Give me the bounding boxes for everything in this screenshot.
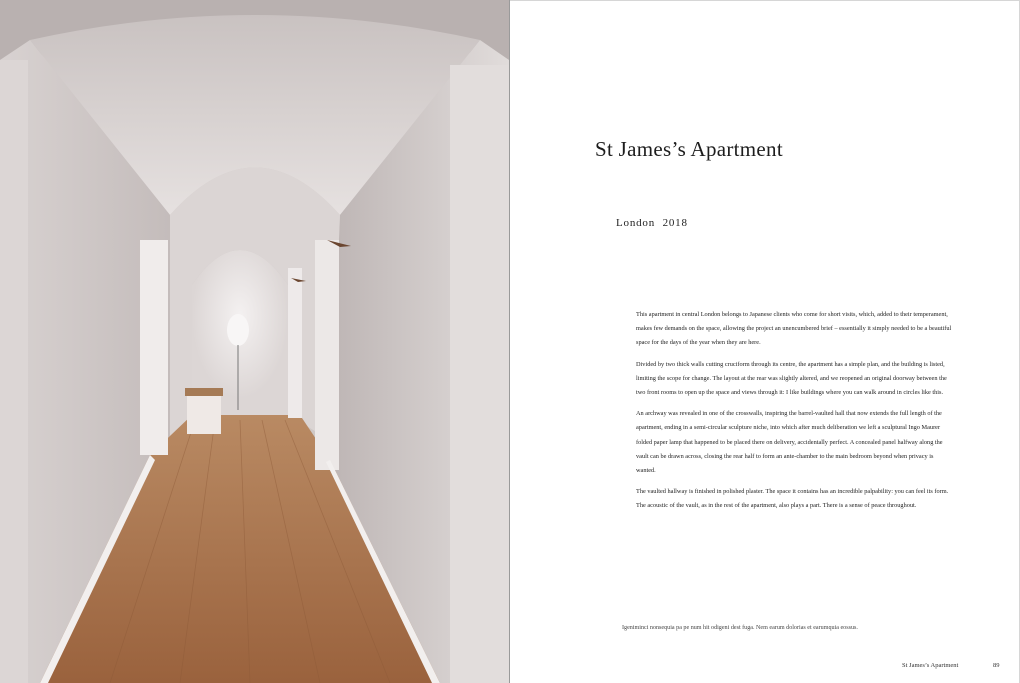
paragraph: This apartment in central London belongs to Japanese clients who come for short visits, which, added to their temperament, makes few demands on the space, allowing the project an unencumbered brief – essentially it simply needed to be a beautiful space for the days of the year when they are here. xyxy=(636,311,952,347)
body-text xyxy=(636,308,954,521)
paragraph: Divided by two thick walls cutting cruciform through its centre, the apartment has a simple plan, and the building is listed, limiting the scope for change. The layout at the rear was slightly altered, and we reopened an original doorway between the two front rooms to open up the space and views through it: I like buildings where you can walk around in circles like this. xyxy=(636,360,947,397)
paragraph: An archway was revealed in one of the crosswalls, inspiring the barrel-vaulted hall that now extends the full length of the apartment, ending in a semi-circular sculpture niche, into which after much deliberation we left a sculptural Ingo Maurer folded paper lamp that happened to be placed there on delivery, accidentally perfect. A concealed panel halfway along the vault can be drawn across, closing the rear half to form an ante-chamber to the main bedroom beyond when privacy is wanted. xyxy=(636,410,943,475)
page-title: St James’s Apartment xyxy=(595,137,783,161)
text-page xyxy=(510,0,1020,683)
location-year: London 2018 xyxy=(616,217,688,229)
photo-caption: Igeniminci nonsequia pa pe num hit odigeni dest fuga. Nem earum dolorias et earumquia eossus. xyxy=(622,625,858,631)
paragraph: The vaulted hallway is finished in polished plaster. The space it contains has an incredible palpability: you can feel its form. The acoustic of the vault, as in the rest of the apartment, also plays a part. There is a sense of peace throughout. xyxy=(636,488,949,510)
page-number: 89 xyxy=(993,662,1000,669)
hallway-photograph xyxy=(0,0,509,683)
hallway-image xyxy=(0,0,509,683)
running-footer-title: St James’s Apartment xyxy=(902,662,959,669)
